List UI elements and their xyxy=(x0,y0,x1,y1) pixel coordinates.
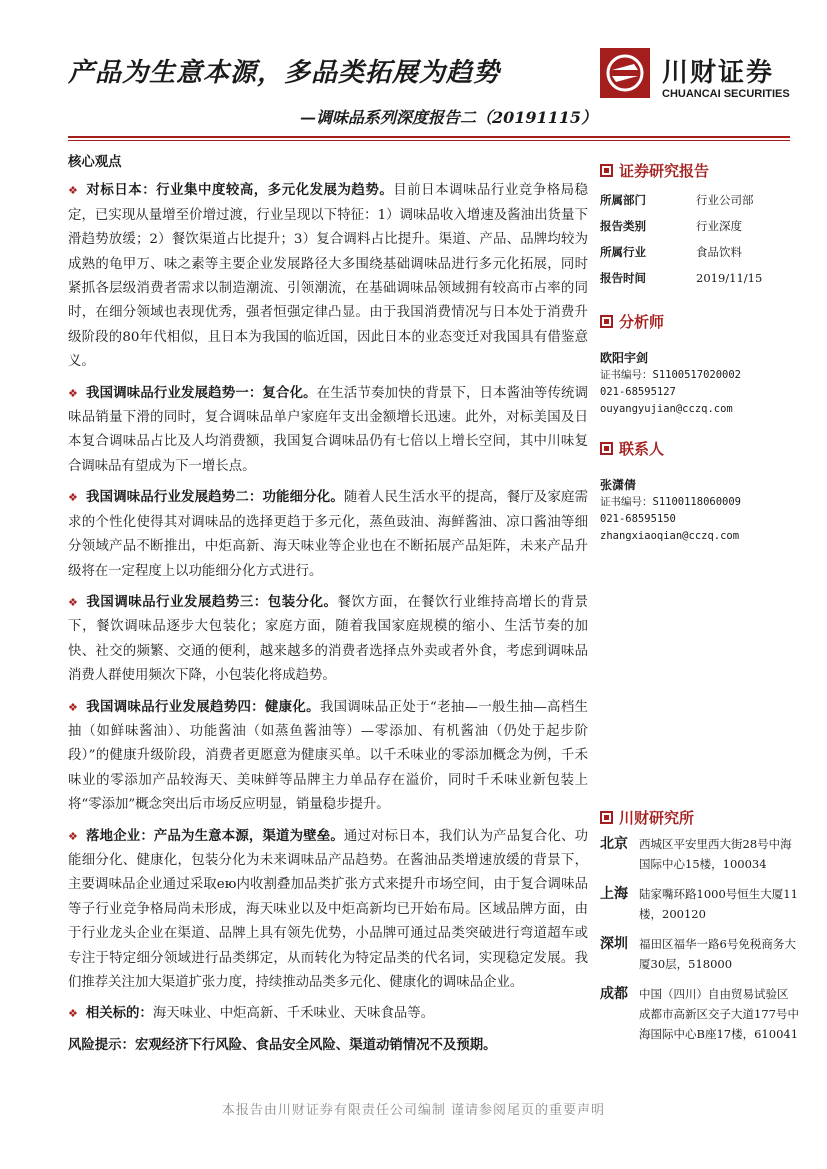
office-address: 陆家嘴环路1000号恒生大厦11楼，200120 xyxy=(639,887,798,921)
key-point-body: 海天味业、中炬高新、千禾味业、天味食品等。 xyxy=(152,1006,435,1022)
office-city: 上海 xyxy=(600,886,628,902)
key-point-lead: 对标日本：行业集中度较高，多元化发展为趋势。 xyxy=(86,182,394,199)
sidebar-heading-contact xyxy=(600,438,800,459)
diamond-bullet-icon: ❖ xyxy=(68,595,79,609)
risk-warning: 风险提示：宏观经济下行风险、食品安全风险、渠道动销情况不及预期。 xyxy=(68,1036,497,1053)
key-point-body: 目前日本调味品行业竞争格局稳定，已实现从量增至价增过渡，行业呈现以下特征：1）调味品收入增速及酱油出货量下滑趋势放缓；2）餐饮渠道占比提升；3）复合调料占比提升。渠道、产品、品牌均较为成熟的龟甲万、味之素等主要企业发展路径大多围绕基础调味品进行多元化拓展，同时紧抓各层级消费者需求以制造潮流、引领潮流，在基础调味品领域拥有较高市占率的同时，在细分领域也表现优秀，强者恒强定律凸显。由于我国消费情况与日本处于消费升级阶段的80年代相似，且日本为我国的临近国，因此日本的业态变迁对我国具有借鉴意义。 xyxy=(68,183,588,370)
office-entry xyxy=(600,934,800,974)
page-footer: 本报告由川财证券有限责任公司编制 谨请参阅尾页的重要声明 xyxy=(221,1103,606,1118)
key-point-lead: 我国调味品行业发展趋势二：功能细分化。 xyxy=(86,489,344,506)
report-subtitle: —调味品系列深度报告二（20191115） xyxy=(300,108,598,127)
report-info-row xyxy=(600,239,800,265)
office-address: 中国（四川）自由贸易试验区成都市高新区交子大道177号中海国际中心B座17楼，610041 xyxy=(639,987,799,1041)
analyst-email[interactable]: ouyangyujian@cczq.com xyxy=(600,403,733,415)
sidebar-heading-label: 川财研究所 xyxy=(619,809,695,827)
sidebar-heading-label: 联系人 xyxy=(619,440,665,458)
sidebar-heading-label: 证券研究报告 xyxy=(619,162,710,180)
info-key: 报告时间 xyxy=(600,271,646,285)
office-entry xyxy=(600,884,800,924)
contact-cert: 证书编号：S1100118060009 xyxy=(600,496,742,508)
report-info-row xyxy=(600,213,800,239)
key-point-body: 我国调味品正处于“老抽—一般生抽—高档生抽（如鲜味酱油）、功能酱油（如蒸鱼酱油等）—零添加、有机酱油（仍处于起步阶段）”的健康升级阶段，消费者更愿意为健康买单。以千禾味业的零添加概念为例，千禾味业的零添加产品较海天、美味鲜等品牌主力单品存在溢价，同时千禾味业新包装上将“零添加”概念突出后市场反应明显，销量稳步提升。 xyxy=(68,699,588,813)
office-city: 深圳 xyxy=(600,936,628,952)
diamond-bullet-icon: ❖ xyxy=(68,184,79,198)
brand-logo xyxy=(600,48,790,108)
square-bullet-icon xyxy=(600,315,613,328)
report-info-row xyxy=(600,265,800,291)
contact-email[interactable]: zhangxiaoqian@cczq.com xyxy=(600,530,740,542)
square-bullet-icon xyxy=(600,164,613,177)
key-point-lead: 我国调味品行业发展趋势四：健康化。 xyxy=(86,698,320,715)
office-entry xyxy=(600,834,800,874)
office-city: 成都 xyxy=(600,986,628,1002)
section-label: 核心观点 xyxy=(68,154,122,170)
office-address: 福田区福华一路6号免税商务大厦30层，518000 xyxy=(639,937,796,971)
office-address: 西城区平安里西大街28号中海国际中心15楼，100034 xyxy=(639,837,792,871)
diamond-bullet-icon: ❖ xyxy=(68,700,79,714)
key-point-paragraph xyxy=(68,381,588,480)
sidebar-heading-label: 分析师 xyxy=(619,313,665,331)
diamond-bullet-icon: ❖ xyxy=(68,491,79,505)
key-point-body: 在生活节奏加快的背景下，日本酱油等传统调味品销量下滑的同时，复合调味品单户家庭年支出金额增长迅速。此外，对标美国及日本复合调味品占比及人均消费额，我国复合调味品仍有七倍以上增长空间，其中川味复合调味品有望成为下一增长点。 xyxy=(68,385,589,474)
info-value: 食品饮料 xyxy=(696,245,742,259)
key-point-body: 通过对标日本，我们认为产品复合化、功能细分化、健康化，包装分化为未来调味品产品趋势。在酱油品类增速放缓的背景下，主要调味品企业通过采取ею内收割叠加品类扩张方式来提升市场空间，由于复合调味品等子行业竞争格局尚未形成，海天味业以及中炬高新均已开始布局。区域品牌方面，由于行业龙头企业在渠道、品牌上具有领先优势，小品牌可通过品类突破进行弯道超车或专注于特定细分领域进行品类绑定，从而转化为特定品类的代名词，实现稳定发展。我们推荐关注加大渠道扩张力度，持续推动品类多元化、健康化的调味品企业。 xyxy=(68,828,589,990)
key-point-paragraph xyxy=(68,824,588,996)
diamond-bullet-icon: ❖ xyxy=(68,1007,78,1021)
square-bullet-icon xyxy=(600,811,613,824)
report-title: 产品为生意本源，多品类拓展为趋势 xyxy=(68,58,501,88)
analyst-card xyxy=(600,350,800,418)
square-bullet-icon xyxy=(600,442,613,455)
diamond-bullet-icon: ❖ xyxy=(68,386,79,400)
key-point-body: 随着人民生活水平的提高，餐厅及家庭需求的个性化使得其对调味品的选择更趋于多元化，蒸鱼豉油、海鲜酱油、凉口酱油等细分领域产品不断推出，中炬高新、海天味业等企业也在不断拓展产品矩阵，未来产品升级将在一定程度上以功能细分化方式进行。 xyxy=(68,490,589,579)
header-divider xyxy=(68,136,790,138)
report-info-row xyxy=(600,187,800,213)
header-divider-thin xyxy=(68,140,790,141)
analyst-phone: 021-68595127 xyxy=(600,386,676,398)
office-entry xyxy=(600,984,800,1044)
sidebar-heading-report xyxy=(600,160,800,181)
sidebar xyxy=(600,160,800,1054)
main-content xyxy=(68,150,588,1057)
contact-name: 张潇倩 xyxy=(600,478,637,492)
logo-text-en: CHUANCAI SECURITIES xyxy=(662,88,790,100)
analyst-cert: 证书编号：S1100517020002 xyxy=(600,369,742,381)
logo-text-cn: 川财证券 xyxy=(662,58,775,88)
info-key: 所属行业 xyxy=(600,245,646,259)
key-point-lead: 我国调味品行业发展趋势一：复合化。 xyxy=(86,384,317,401)
key-point-paragraph xyxy=(68,590,588,689)
analyst-name: 欧阳宇剑 xyxy=(600,351,649,365)
key-point-lead: 我国调味品行业发展趋势三：包装分化。 xyxy=(86,593,338,610)
info-value: 行业公司部 xyxy=(696,193,754,207)
key-point-lead: 落地企业：产品为生意本源，渠道为壁垒。 xyxy=(86,827,344,844)
sidebar-heading-analyst xyxy=(600,311,800,332)
office-city: 北京 xyxy=(600,836,628,852)
key-point-body: 餐饮方面，在餐饮行业维持高增长的背景下，餐饮调味品逐步大包装化；家庭方面，随着我国家庭规模的缩小、生活节奏的加快、社交的频繁、交通的便利，越来越多的消费者选择点外卖或者外食，考虑到调味品消费人群使用频次下降，小包装化将成趋势。 xyxy=(68,594,588,684)
diamond-bullet-icon: ❖ xyxy=(68,829,79,843)
logo-mark-icon xyxy=(600,48,650,98)
sidebar-heading-institute xyxy=(600,807,800,828)
info-key: 报告类别 xyxy=(600,219,646,233)
key-point-paragraph xyxy=(68,695,588,818)
key-point-paragraph xyxy=(68,485,588,584)
contact-phone: 021-68595150 xyxy=(600,513,676,525)
info-key: 所属部门 xyxy=(600,193,646,207)
info-value: 行业深度 xyxy=(696,219,742,233)
key-point-paragraph xyxy=(68,1001,588,1026)
info-value: 2019/11/15 xyxy=(696,271,763,285)
contact-card xyxy=(600,477,800,545)
key-point-paragraph xyxy=(68,178,588,374)
key-point-lead: 相关标的： xyxy=(85,1005,153,1022)
